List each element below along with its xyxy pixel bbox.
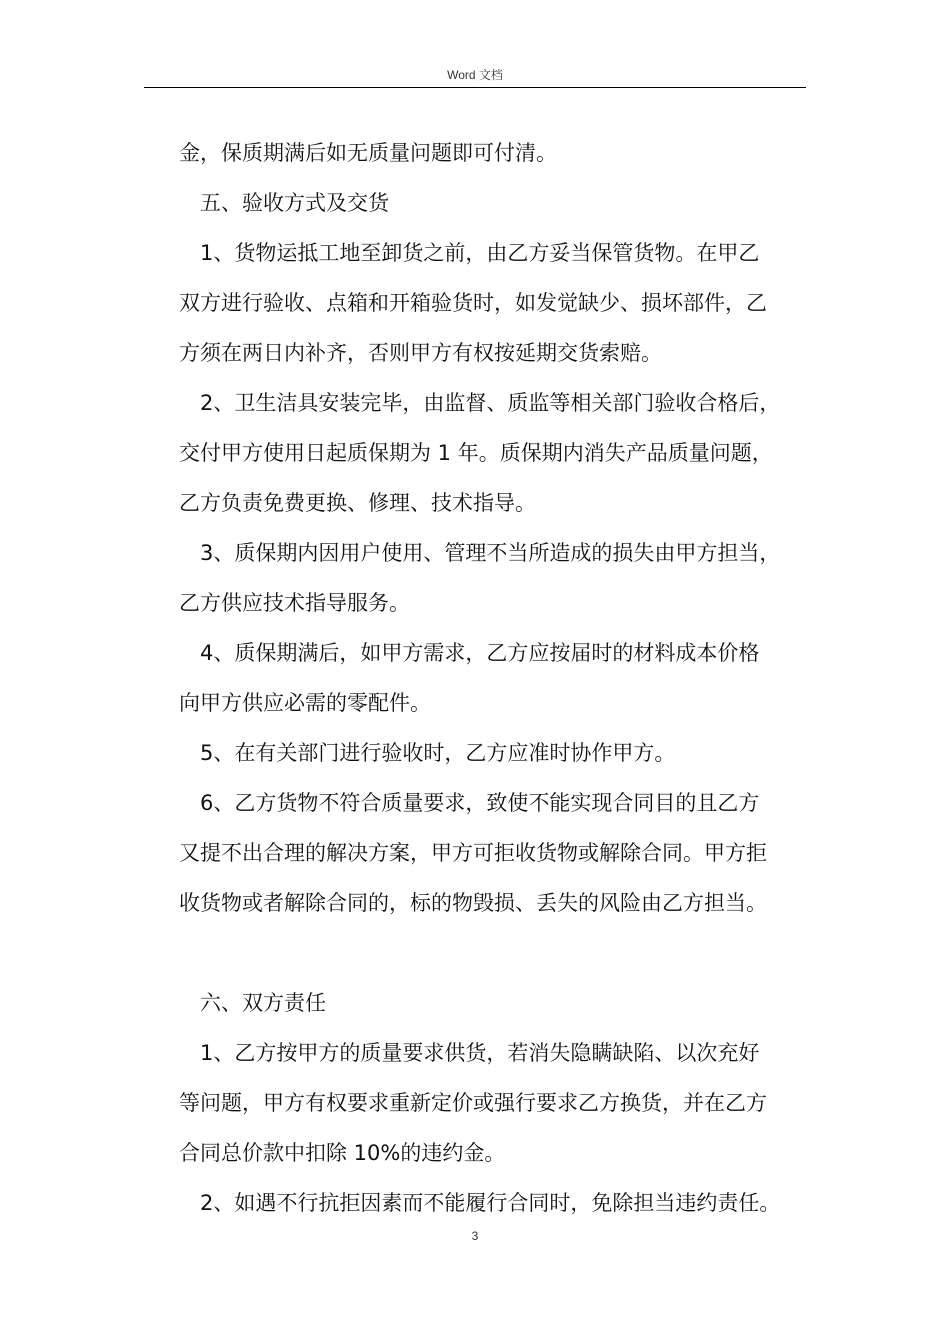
text-line: 乙方负责免费更换、修理、技术指导。 [179,491,536,515]
text-line: 等问题，甲方有权要求重新定价或强行要求乙方换货，并在乙方 [179,1091,767,1115]
page-number: 3 [471,1229,479,1243]
text-line: 5、在有关部门进行验收时，乙方应准时协作甲方。 [200,741,676,765]
text-line: 金，保质期满后如无质量问题即可付清。 [179,141,557,165]
text-line: 1、乙方按甲方的质量要求供货，若消失隐瞒缺陷、以次充好 [200,1041,760,1065]
section-heading: 六、双方责任 [200,991,326,1015]
text-line: 合同总价款中扣除 10%的违约金。 [179,1141,506,1165]
text-line: 6、乙方货物不符合质量要求，致使不能实现合同目的且乙方 [200,791,760,815]
document-body [179,128,803,1228]
page-header: Word 文档 [447,68,503,82]
header-divider [144,87,806,88]
text-line: 4、质保期满后，如甲方需求，乙方应按届时的材料成本价格 [200,641,760,665]
text-line: 2、如遇不行抗拒因素而不能履行合同时，免除担当违约责任。 [200,1191,781,1215]
text-line: 1、货物运抵工地至卸货之前，由乙方妥当保管货物。在甲乙 [200,241,760,265]
text-line: 3、质保期内因用户使用、管理不当所造成的损失由甲方担当， [200,541,781,565]
text-line: 方须在两日内补齐，否则甲方有权按延期交货索赔。 [179,341,662,365]
section-heading: 五、验收方式及交货 [200,191,389,215]
text-line: 乙方供应技术指导服务。 [179,591,410,615]
text-line: 2、卫生洁具安装完毕，由监督、质监等相关部门验收合格后， [200,391,781,415]
text-line: 收货物或者解除合同的，标的物毁损、丢失的风险由乙方担当。 [179,891,767,915]
text-line: 双方进行验收、点箱和开箱验货时，如发觉缺少、损坏部件，乙 [179,291,767,315]
text-line: 向甲方供应必需的零配件。 [179,691,431,715]
blank-line [179,928,803,978]
text-line: 交付甲方使用日起质保期为 1 年。质保期内消失产品质量问题， [179,441,773,465]
text-line: 又提不出合理的解决方案，甲方可拒收货物或解除合同。甲方拒 [179,841,767,865]
